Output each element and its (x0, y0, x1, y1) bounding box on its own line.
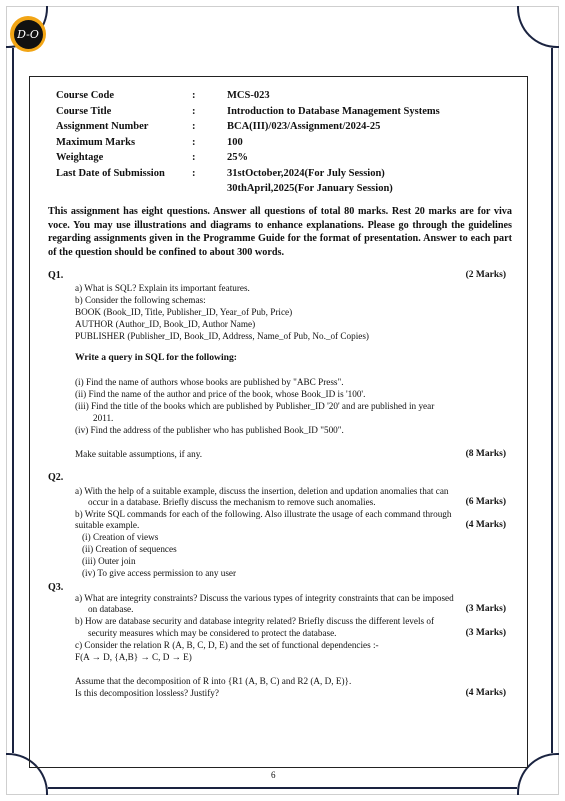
border-line (48, 787, 517, 789)
list-item: (iv) To give access permission to any user (82, 568, 237, 578)
detail-row (56, 150, 507, 166)
marks-label: (3 Marks) (465, 628, 506, 638)
detail-value: MCS-023 (227, 90, 270, 101)
question-text: a) With the help of a suitable example, discuss the insertion, deletion and updation anomalies that can (75, 486, 449, 496)
list-item: (i) Find the name of authors whose books are published by "ABC Press". (75, 377, 344, 387)
question-text: a) What is SQL? Explain its important features. (75, 283, 250, 293)
list-item: (iv) Find the address of the publisher who has published Book_ID "500". (75, 425, 344, 435)
question-text: b) Consider the following schemas: (75, 295, 206, 305)
question-text: a) What are integrity constraints? Discuss the various types of integrity constraints that can be imposed (75, 593, 454, 603)
list-item: 2011. (93, 413, 114, 423)
detail-value: Introduction to Database Management Systems (227, 105, 440, 117)
list-item: (iii) Find the title of the books which are published by Publisher_ID '20' and are published in year (75, 401, 435, 411)
marks-label: (8 Marks) (465, 449, 506, 459)
dependencies-text: F(A → D, {A,B} → C, D → E) (75, 652, 192, 662)
detail-row (56, 166, 507, 182)
marks-label: (4 Marks) (465, 520, 506, 530)
list-item: (ii) Find the name of the author and price of the book, whose Book_ID is '100'. (75, 389, 366, 399)
detail-colon: : (192, 105, 196, 117)
subheading: Write a query in SQL for the following: (75, 352, 237, 363)
question-text: security measures which may be considered to protect the database. (88, 628, 337, 638)
course-details (56, 88, 507, 197)
detail-colon: : (192, 136, 196, 148)
logo-mark: D-O (14, 20, 43, 49)
detail-row (56, 119, 507, 135)
question-label: Q1. (48, 270, 64, 281)
detail-row (56, 181, 507, 197)
detail-key: Last Date of Submission (56, 167, 165, 179)
detail-value: 30thApril,2025(For January Session) (227, 183, 393, 194)
question-text: occur in a database. Briefly discuss the mechanism to remove such anomalies. (88, 497, 376, 507)
instructions: This assignment has eight questions. Answer all questions of total 80 marks. Rest 20 marks are for viva voce. You may use illustrations and diagrams to enhance explanations. Please go through the guidelines regarding assignments given in the Programme Guide for the format of presentation. Answer to each part of the question should be confined to about 300 words. (48, 206, 512, 258)
marks-label: (4 Marks) (465, 688, 506, 698)
question-text: b) How are database security and database integrity related? Briefly discuss the different levels of (75, 616, 435, 626)
question-label: Q2. (48, 472, 64, 483)
detail-key: Assignment Number (56, 121, 149, 132)
detail-row (56, 104, 507, 120)
list-item: (i) Creation of views (82, 532, 159, 542)
detail-value: 100 (227, 136, 243, 148)
question-label: Q3. (48, 582, 64, 593)
detail-colon: : (192, 121, 196, 132)
detail-key: Course Title (56, 105, 112, 117)
detail-value: 31stOctober,2024(For July Session) (227, 167, 385, 179)
marks-label: (3 Marks) (465, 604, 506, 614)
schema-text: PUBLISHER (Publisher_ID, Book_ID, Address, Name_of Pub, No._of Copies) (75, 331, 369, 341)
question-text: Make suitable assumptions, if any. (75, 449, 202, 459)
border-line (12, 48, 14, 753)
detail-value: BCA(III)/023/Assignment/2024-25 (227, 121, 381, 132)
detail-colon: : (192, 152, 196, 163)
detail-key: Maximum Marks (56, 136, 136, 148)
list-item: (ii) Creation of sequences (82, 544, 177, 554)
logo (10, 16, 46, 52)
question-text: on database. (88, 604, 134, 614)
schema-text: BOOK (Book_ID, Title, Publisher_ID, Year_of Pub, Price) (75, 307, 293, 317)
detail-value: 25% (227, 152, 248, 163)
list-item: (iii) Outer join (82, 556, 136, 566)
page-number: 6 (271, 770, 276, 780)
marks-label: (2 Marks) (465, 270, 506, 280)
schema-text: AUTHOR (Author_ID, Book_ID, Author Name) (75, 319, 256, 329)
detail-key: Course Code (56, 90, 115, 101)
question-text: c) Consider the relation R (A, B, C, D, E) and the set of functional dependencies :- (75, 640, 379, 650)
border-line (551, 48, 553, 753)
detail-row (56, 88, 507, 104)
question-text: b) Write SQL commands for each of the following. Also illustrate the usage of each command through (75, 509, 452, 519)
detail-key: Weightage (56, 152, 104, 163)
question-text: suitable example. (75, 520, 140, 530)
detail-colon: : (192, 90, 196, 101)
question-text: Assume that the decomposition of R into {R1 (A, B, C) and R2 (A, D, E)}. (75, 676, 352, 686)
question-text: Is this decomposition lossless? Justify? (75, 688, 219, 698)
detail-colon: : (192, 167, 196, 179)
marks-label: (6 Marks) (465, 497, 506, 507)
detail-row (56, 135, 507, 151)
